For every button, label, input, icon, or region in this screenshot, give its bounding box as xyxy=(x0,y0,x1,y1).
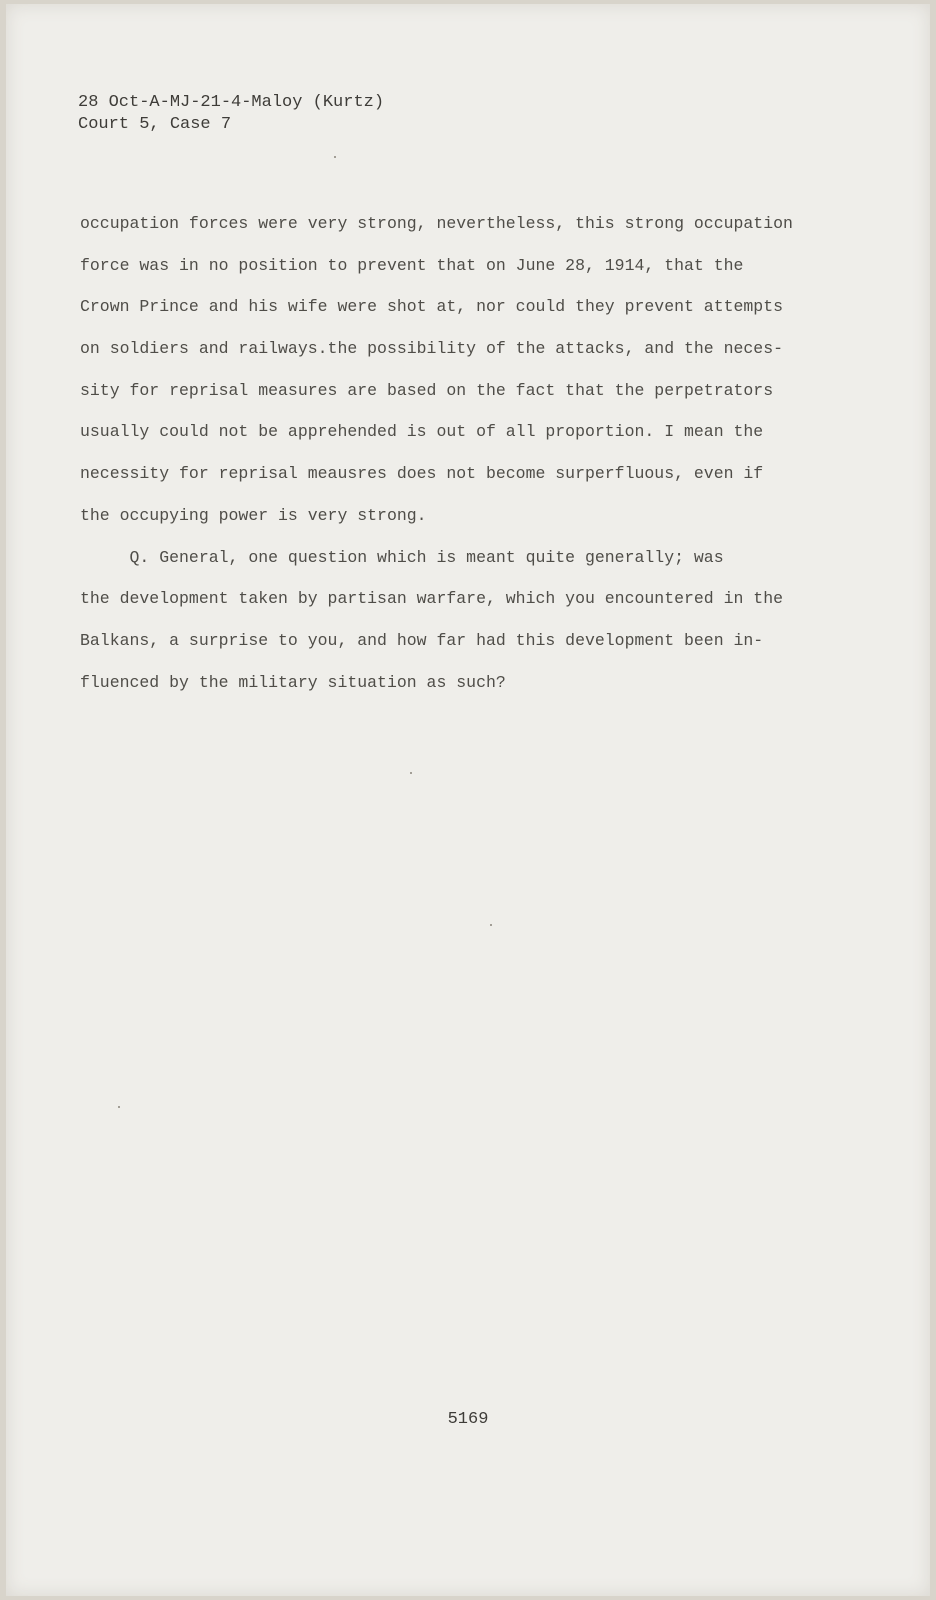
text-line: on soldiers and railways.the possibility of the attacks, and the neces- xyxy=(80,339,784,359)
text-line: necessity for reprisal meausres does not become surperfluous, even if xyxy=(80,464,764,484)
text-line: the development taken by partisan warfare, which you encountered in the xyxy=(80,589,784,609)
document-header xyxy=(78,92,384,136)
paper-speck xyxy=(410,772,412,774)
text-line: sity for reprisal measures are based on the fact that the perpetrators xyxy=(80,380,774,400)
transcript-body xyxy=(80,210,900,710)
paper-speck xyxy=(490,924,492,926)
text-line: occupation forces were very strong, nevertheless, this strong occupation xyxy=(80,214,793,233)
document-page xyxy=(6,4,930,1596)
text-line: Q. General, one question which is meant quite generally; was xyxy=(80,547,724,567)
paragraph-answer xyxy=(80,210,900,544)
text-line: Crown Prince and his wife were shot at, nor could they prevent attempts xyxy=(80,297,784,317)
text-line: Balkans, a surprise to you, and how far had this development been in- xyxy=(80,630,764,650)
page-number: 5169 xyxy=(447,1410,489,1429)
header-reference: 28 Oct-A-MJ-21-4-Maloy (Kurtz) xyxy=(78,93,385,112)
paper-speck xyxy=(334,156,336,158)
text-line: fluenced by the military situation as such? xyxy=(80,672,506,692)
text-line: the occupying power is very strong. xyxy=(80,505,427,525)
text-line: force was in no position to prevent that on June 28, 1914, that the xyxy=(80,255,744,275)
text-line: usually could not be apprehended is out of all proportion. I mean the xyxy=(80,422,764,442)
paper-speck xyxy=(118,1106,120,1108)
header-court-case: Court 5, Case 7 xyxy=(78,115,232,134)
paragraph-question xyxy=(80,544,900,711)
